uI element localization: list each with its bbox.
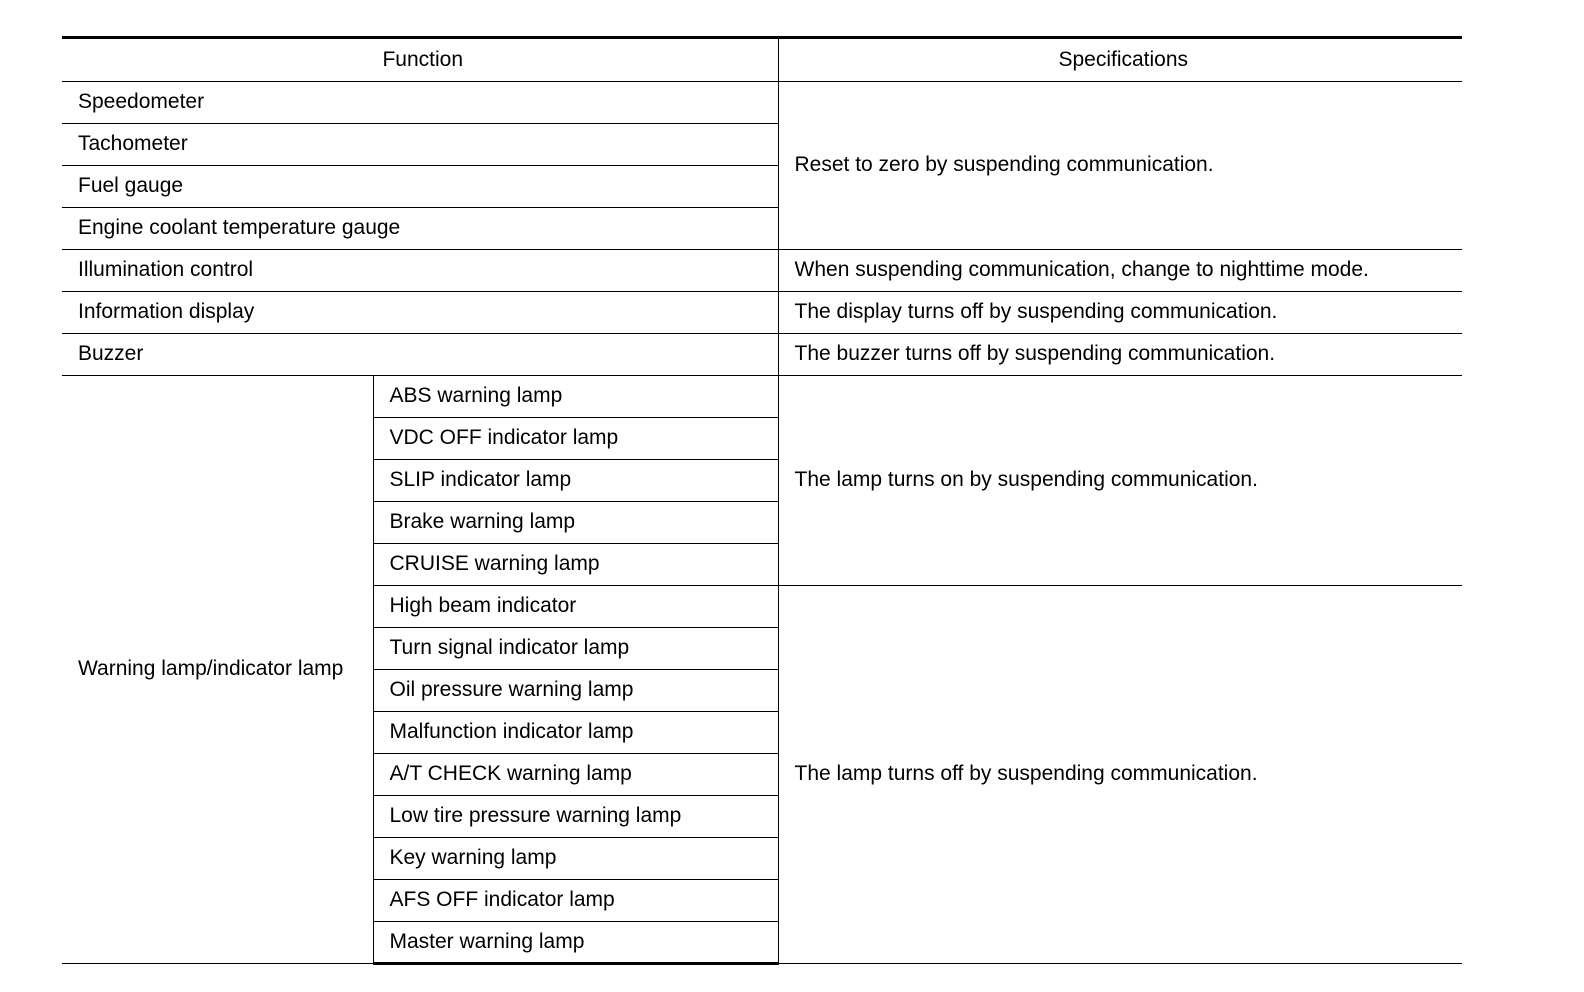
function-spec-table xyxy=(62,36,1462,965)
function-cell: Buzzer xyxy=(62,334,778,376)
lamp-cell: Oil pressure warning lamp xyxy=(373,670,778,712)
table-row xyxy=(62,292,1462,334)
function-cell: Speedometer xyxy=(62,82,778,124)
lamp-cell: Low tire pressure warning lamp xyxy=(373,796,778,838)
spec-cell: Reset to zero by suspending communication. xyxy=(778,82,1462,250)
lamp-cell: Malfunction indicator lamp xyxy=(373,712,778,754)
warning-lamp-category-cell: Warning lamp/indicator lamp xyxy=(62,376,373,964)
table-row xyxy=(62,334,1462,376)
lamp-cell: High beam indicator xyxy=(373,586,778,628)
function-cell: Engine coolant temperature gauge xyxy=(62,208,778,250)
function-cell: Tachometer xyxy=(62,124,778,166)
spec-cell: The display turns off by suspending communication. xyxy=(778,292,1462,334)
lamp-cell: VDC OFF indicator lamp xyxy=(373,418,778,460)
header-row xyxy=(62,38,1462,82)
lamp-cell: Turn signal indicator lamp xyxy=(373,628,778,670)
lamp-cell: Key warning lamp xyxy=(373,838,778,880)
spec-cell: When suspending communication, change to nighttime mode. xyxy=(778,250,1462,292)
function-cell: Fuel gauge xyxy=(62,166,778,208)
table-row xyxy=(62,376,1462,418)
spec-cell: The buzzer turns off by suspending communication. xyxy=(778,334,1462,376)
lamp-cell: A/T CHECK warning lamp xyxy=(373,754,778,796)
table-row xyxy=(62,82,1462,124)
header-specifications: Specifications xyxy=(778,38,1462,82)
function-cell: Information display xyxy=(62,292,778,334)
lamp-cell: SLIP indicator lamp xyxy=(373,460,778,502)
table-row xyxy=(62,250,1462,292)
lamp-cell: Master warning lamp xyxy=(373,922,778,964)
lamp-cell: CRUISE warning lamp xyxy=(373,544,778,586)
spec-cell: The lamp turns on by suspending communication. xyxy=(778,376,1462,586)
header-function: Function xyxy=(62,38,778,82)
lamp-cell: Brake warning lamp xyxy=(373,502,778,544)
lamp-cell: AFS OFF indicator lamp xyxy=(373,880,778,922)
spec-cell: The lamp turns off by suspending communication. xyxy=(778,586,1462,964)
function-cell: Illumination control xyxy=(62,250,778,292)
lamp-cell: ABS warning lamp xyxy=(373,376,778,418)
